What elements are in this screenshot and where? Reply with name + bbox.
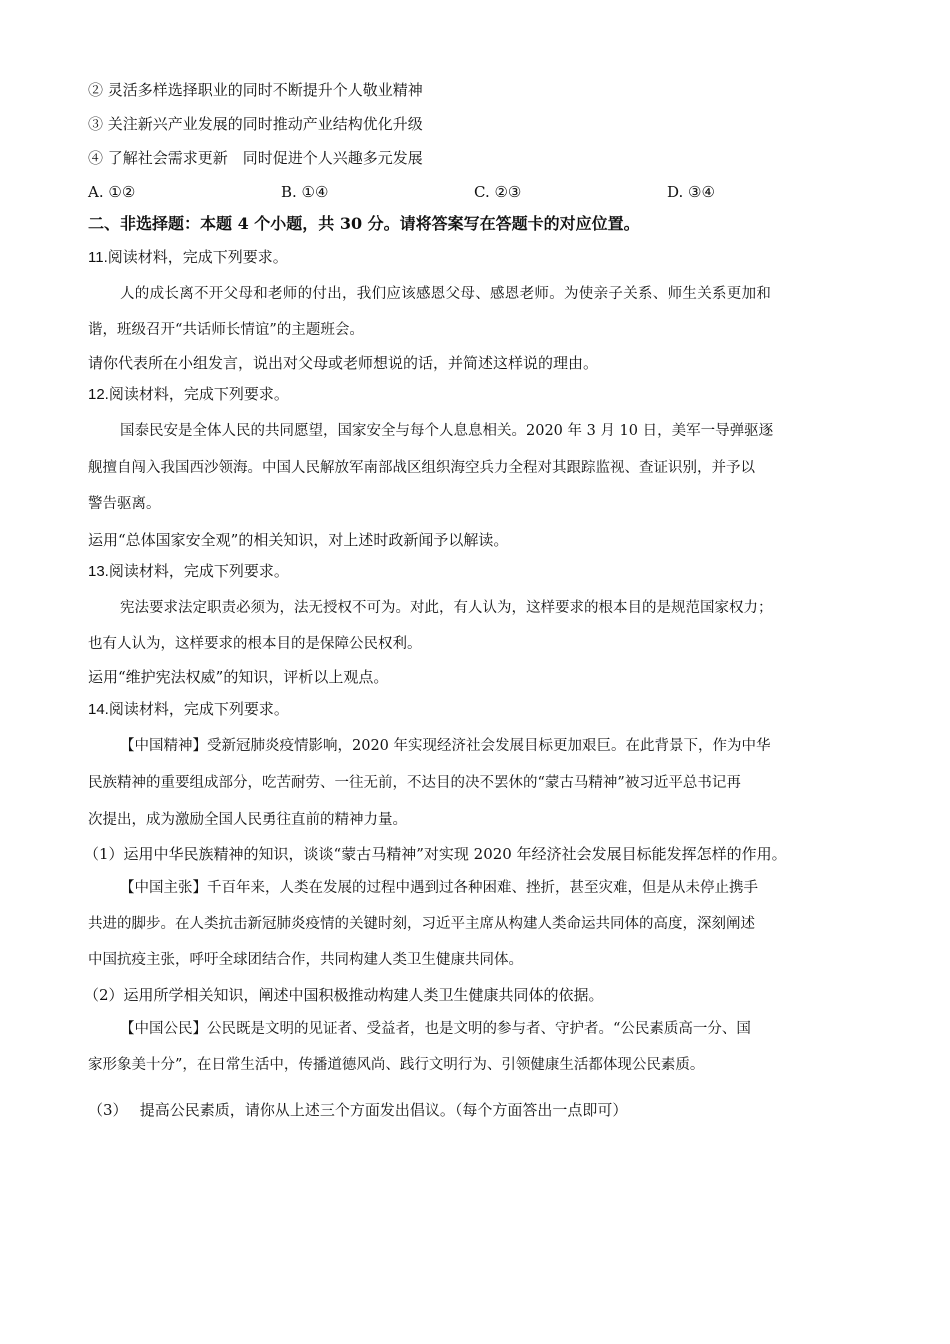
q14-citizen-line2: 家形象美十分”，在日常生活中，传播道德风尚、践行文明行为、引领健康生活都体现公民素质。 [88,1057,705,1073]
q11-material-line2: 谐，班级召开“共话师长情谊”的主题班会。 [88,322,364,338]
choice-item-4: ④ 了解社会需求更新 同时促进个人兴趣多元发展 [88,149,423,167]
q14-citizen-line1: 【中国公民】公民既是文明的见证者、受益者，也是文明的参与者、守护者。“公民素质高一分、国 [120,1021,751,1037]
q11-task: 请你代表所在小组发言，说出对父母或老师想说的话，并简述这样说的理由。 [88,354,599,372]
q14-spirit-line1: 【中国精神】受新冠肺炎疫情影响，2020 年实现经济社会发展目标更加艰巨。在此背景下，作为中华 [120,738,771,754]
option-a: A. ①② [88,183,136,201]
q12-material-line2: 舰擅自闯入我国西沙领海。中国人民解放军南部战区组织海空兵力全程对其跟踪监视、查证识别，并予以 [88,460,755,476]
q14-claim-line1: 【中国主张】千百年来，人类在发展的过程中遇到过各种困难、挫折，甚至灾难，但是从未停止携手 [120,880,758,896]
option-b: B. ①④ [281,183,329,201]
q14-claim-line2: 共进的脚步。在人类抗击新冠肺炎疫情的关键时刻，习近平主席从构建人类命运共同体的高度，深刻阐述 [88,916,755,932]
q13-task: 运用“维护宪法权威”的知识，评析以上观点。 [88,668,389,686]
q12-task: 运用“总体国家安全观”的相关知识，对上述时政新闻予以解读。 [88,531,509,549]
q12-title: 12.阅读材料，完成下列要求。 [88,386,289,403]
option-d: D. ③④ [667,183,715,201]
option-c: C. ②③ [474,183,522,201]
q13-title: 13.阅读材料，完成下列要求。 [88,563,289,580]
q14-claim-line3: 中国抗疫主张，呼吁全球团结合作，共同构建人类卫生健康共同体。 [88,952,523,968]
q13-material-line2: 也有人认为，这样要求的根本目的是保障公民权利。 [88,636,422,652]
q14-spirit-line2: 民族精神的重要组成部分，吃苦耐劳、一往无前，不达目的决不罢休的“蒙古马精神”被习近平总书记再 [88,775,741,791]
q11-title: 11.阅读材料，完成下列要求。 [88,249,288,266]
q13-material-line1: 宪法要求法定职责必须为，法无授权不可为。对此，有人认为，这样要求的根本目的是规范国家权力； [120,600,773,616]
choice-item-2: ② 灵活多样选择职业的同时不断提升个人敬业精神 [88,81,423,99]
q11-material-line1: 人的成长离不开父母和老师的付出，我们应该感恩父母、感恩老师。为使亲子关系、师生关系更加和 [120,286,772,302]
section-heading: 二、非选择题：本题 4 个小题，共 30 分。请将答案写在答题卡的对应位置。 [88,214,640,233]
q14-title: 14.阅读材料，完成下列要求。 [88,701,289,718]
q14-task-2: （2）运用所学相关知识，阐述中国积极推动构建人类卫生健康共同体的依据。 [84,986,604,1004]
q14-spirit-line3: 次提出，成为激励全国人民勇往直前的精神力量。 [88,812,407,828]
q12-material-line3: 警告驱离。 [88,496,161,512]
q14-task-3: （3） 提高公民素质，请你从上述三个方面发出倡议。（每个方面答出一点即可） [88,1101,628,1119]
choice-item-3: ③ 关注新兴产业发展的同时推动产业结构优化升级 [88,115,423,133]
q14-task-1: （1）运用中华民族精神的知识，谈谈“蒙古马精神”对实现 2020 年经济社会发展目标能发挥怎样的作用。 [84,845,787,863]
q12-material-line1: 国泰民安是全体人民的共同愿望，国家安全与每个人息息相关。2020 年 3 月 10 日，美军一导弹驱逐 [120,423,774,439]
